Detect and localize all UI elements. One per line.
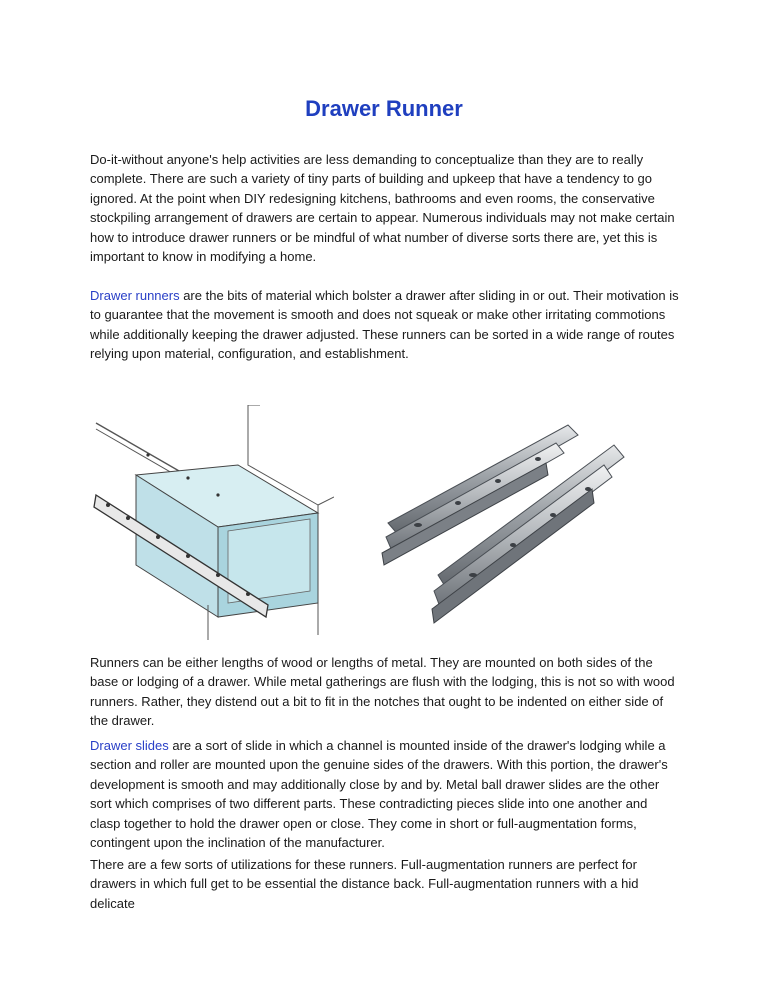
drawer-diagram-illustration bbox=[88, 405, 334, 645]
metal-drawer-slides-photo bbox=[378, 405, 632, 645]
intro-paragraph: Do-it-without anyone's help activities are less demanding to conceptualize than they are to really complete. There are such a variety of tiny parts of building and upkeep that have a tendency to go ignored. At the point when DIY redesigning kitchens, bathrooms and even rooms, the conservative stockpiling arrangement of drawers are certain to appear. Numerous individuals may not make certain how to introduce drawer runners or be mindful of what number of diverse sorts there are, yet this is important to know in modifying a home. bbox=[90, 152, 675, 265]
materials-paragraph: Runners can be either lengths of wood or lengths of metal. They are mounted on both sides of the base or lodging of a drawer. While metal gatherings are flush with the lodging, this is not so with wood runners. Rather, they distend out a bit to fit in the notches that ought to be indented on either side of the drawer. bbox=[90, 655, 675, 729]
drawer-slides-link[interactable]: Drawer slides bbox=[90, 738, 169, 753]
slides-paragraph-text: are a sort of slide in which a channel is mounted inside of the drawer's lodging while a section and roller are mounted upon the genuine sides of the drawers. With this portion, the drawer's development is smooth and may additionally close by and by. Metal ball drawer slides are the other sort which comprises of two different parts. These contradicting pieces slide into one another and clasp together to hold the drawer open or close. They come in short or full-augmentation forms, contingent upon the inclination of the manufacturer. bbox=[90, 738, 668, 851]
slides-paragraph bbox=[90, 736, 680, 852]
page-title: Drawer Runner bbox=[305, 96, 463, 121]
runners-paragraph bbox=[90, 286, 680, 364]
uses-paragraph: There are a few sorts of utilizations for these runners. Full-augmentation runners are perfect for drawers in which full get to be essential the distance back. Full-augmentation runners with a hid delicate bbox=[90, 857, 639, 911]
drawer-runners-link[interactable]: Drawer runners bbox=[90, 288, 180, 303]
runners-paragraph-text: are the bits of material which bolster a drawer after sliding in or out. Their motivation is to guarantee that the movement is smooth and does not squeak or make other irritating commotions while additionally keeping the drawer adjusted. These runners can be sorted in a wide range of routes relying upon material, configuration, and establishment. bbox=[90, 288, 679, 362]
